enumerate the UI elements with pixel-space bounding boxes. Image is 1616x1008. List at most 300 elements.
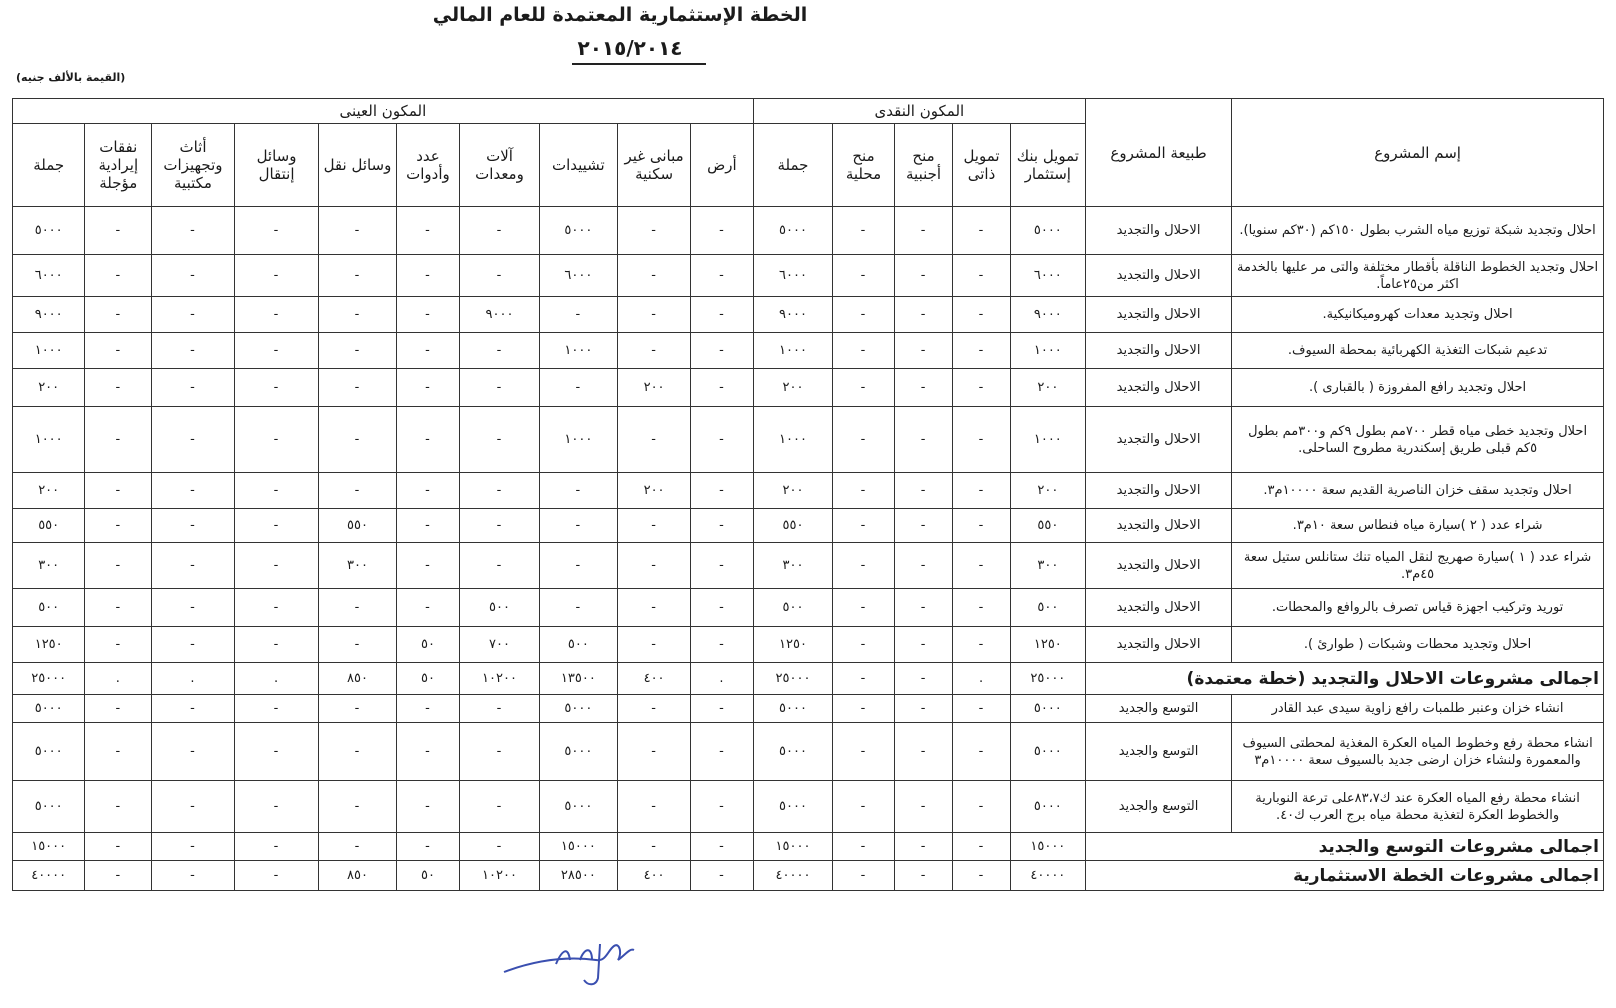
cash-value-cell: ١٠٠٠ [753,333,832,369]
cash-value-cell: ٥٠٠٠ [1010,695,1085,723]
fiscal-year: ٢٠١٥/٢٠١٤ [577,36,683,60]
table-row [13,509,1604,543]
inkind-value-cell: - [618,297,691,333]
inkind-value-cell: - [460,509,539,543]
inkind-value-cell: - [152,255,235,297]
inkind-value-cell: - [460,369,539,407]
cash-value-cell: ٦٠٠٠ [1010,255,1085,297]
header-cash-col: منح محلية [833,124,895,207]
total-inkind-cell: . [152,663,235,695]
inkind-value-cell: - [152,723,235,781]
header-inkind-col: مبانى غير سكنية [618,124,691,207]
inkind-value-cell: ٥٠٠٠ [539,781,617,833]
cash-value-cell: - [833,723,895,781]
inkind-value-cell: - [319,473,396,509]
inkind-value-cell: - [396,207,460,255]
cash-value-cell: - [833,473,895,509]
inkind-value-cell: ٥٠٠٠ [13,781,85,833]
cash-value-cell: ٥٠٠٠ [1010,781,1085,833]
inkind-value-cell: - [234,473,319,509]
unit-note: (القيمة بالألف جنيه) [16,71,126,84]
cash-value-cell: - [833,509,895,543]
total-cash-cell: - [894,663,952,695]
project-name-cell: انشاء خزان وعنبر طلمبات رافع زاوية سيدى عبد القادر [1232,695,1604,723]
inkind-value-cell: - [85,627,152,663]
inkind-value-cell: - [618,695,691,723]
inkind-value-cell: - [618,407,691,473]
project-nature-cell: الاحلال والتجديد [1085,333,1231,369]
inkind-value-cell: - [234,333,319,369]
total-inkind-cell: . [234,663,319,695]
total-inkind-cell: - [85,861,152,891]
cash-value-cell: - [953,543,1010,589]
total-inkind-cell: ١٠٢٠٠ [460,663,539,695]
header-inkind-col: آلات ومعدات [460,124,539,207]
inkind-value-cell: - [691,369,754,407]
total-inkind-cell: - [396,833,460,861]
project-name-cell: احلال وتجديد سقف خزان الناصرية القديم سعة ١٠٠٠٠م٣. [1232,473,1604,509]
project-name-cell: توريد وتركيب اجهزة قياس تصرف بالروافع والمحطات. [1232,589,1604,627]
cash-value-cell: ١٠٠٠ [1010,333,1085,369]
cash-value-cell: - [833,589,895,627]
header-inkind-col: عدد وأدوات [396,124,460,207]
inkind-value-cell: - [460,333,539,369]
inkind-value-cell: - [319,627,396,663]
total-inkind-cell: ٨٥٠ [319,663,396,695]
inkind-value-cell: - [539,369,617,407]
inkind-value-cell: ٢٠٠ [618,473,691,509]
inkind-value-cell: - [691,627,754,663]
inkind-value-cell: - [319,297,396,333]
project-nature-cell: الاحلال والتجديد [1085,589,1231,627]
inkind-value-cell: - [319,255,396,297]
header-inkind-col: وسائل نقل [319,124,396,207]
cash-value-cell: ٣٠٠ [753,543,832,589]
header-cash-col: تمويل بنك إستثمار [1010,124,1085,207]
inkind-value-cell: - [152,297,235,333]
inkind-value-cell: - [396,369,460,407]
cash-value-cell: - [953,627,1010,663]
total-inkind-cell: ٨٥٠ [319,861,396,891]
table-body [13,207,1604,891]
inkind-value-cell: - [396,781,460,833]
project-nature-cell: التوسع والجديد [1085,723,1231,781]
cash-value-cell: - [953,509,1010,543]
table-row [13,333,1604,369]
inkind-value-cell: - [234,369,319,407]
table-row [13,627,1604,663]
inkind-value-cell: ٥٠٠ [13,589,85,627]
inkind-value-cell: - [691,207,754,255]
inkind-value-cell: - [234,297,319,333]
cash-value-cell: ١٠٠٠ [753,407,832,473]
inkind-value-cell: - [618,543,691,589]
inkind-value-cell: - [618,333,691,369]
inkind-value-cell: ٥٥٠ [319,509,396,543]
inkind-value-cell: - [396,407,460,473]
inkind-value-cell: - [234,543,319,589]
header-project-name: إسم المشروع [1232,99,1604,207]
inkind-value-cell: - [460,543,539,589]
inkind-value-cell: - [691,695,754,723]
total-cash-cell: ٢٥٠٠٠ [753,663,832,695]
inkind-value-cell: - [319,723,396,781]
inkind-value-cell: - [618,509,691,543]
cash-value-cell: - [833,781,895,833]
inkind-value-cell: ٩٠٠٠ [460,297,539,333]
cash-value-cell: - [953,723,1010,781]
inkind-value-cell: ١٠٠٠ [539,407,617,473]
cash-value-cell: ٥٠٠٠ [753,207,832,255]
cash-value-cell: - [894,333,952,369]
total-cash-cell: ١٥٠٠٠ [753,833,832,861]
cash-value-cell: ٥٠٠ [753,589,832,627]
cash-value-cell: - [953,369,1010,407]
inkind-value-cell: - [234,255,319,297]
header-project-nature: طبيعة المشروع [1085,99,1231,207]
inkind-value-cell: - [85,333,152,369]
header-inkind-col: وسائل إنتقال [234,124,319,207]
inkind-value-cell: - [460,255,539,297]
header-cash-col: جملة [753,124,832,207]
inkind-value-cell: - [691,473,754,509]
inkind-value-cell: - [85,369,152,407]
inkind-value-cell: - [85,589,152,627]
inkind-value-cell: - [618,723,691,781]
header-cash-col: تمويل ذاتى [953,124,1010,207]
inkind-value-cell: ٣٠٠ [13,543,85,589]
total-cash-cell: - [894,833,952,861]
inkind-value-cell: - [152,695,235,723]
inkind-value-cell: - [460,695,539,723]
expansion-total-row [13,833,1604,861]
inkind-value-cell: - [152,627,235,663]
cash-value-cell: ١٢٥٠ [1010,627,1085,663]
inkind-value-cell: - [319,369,396,407]
total-inkind-cell: ١٠٢٠٠ [460,861,539,891]
inkind-value-cell: - [85,723,152,781]
inkind-value-cell: ٩٠٠٠ [13,297,85,333]
total-inkind-cell: - [460,833,539,861]
inkind-value-cell: ٢٠٠ [618,369,691,407]
signature [496,920,646,1000]
total-cash-cell: - [833,833,895,861]
project-nature-cell: الاحلال والتجديد [1085,207,1231,255]
cash-value-cell: - [894,543,952,589]
inkind-value-cell: - [396,255,460,297]
cash-value-cell: - [833,297,895,333]
inkind-value-cell: - [85,473,152,509]
inkind-value-cell: - [691,333,754,369]
total-cash-cell: . [953,663,1010,695]
total-inkind-cell: . [691,663,754,695]
inkind-value-cell: - [460,407,539,473]
table-row [13,781,1604,833]
cash-value-cell: - [894,473,952,509]
cash-value-cell: - [833,627,895,663]
cash-value-cell: - [894,407,952,473]
cash-value-cell: ١٢٥٠ [753,627,832,663]
inkind-value-cell: ٥٠ [396,627,460,663]
inkind-value-cell: - [691,255,754,297]
total-cash-cell: ٤٠٠٠٠ [1010,861,1085,891]
total-inkind-cell: ٢٥٠٠٠ [13,663,85,695]
project-nature-cell: الاحلال والتجديد [1085,407,1231,473]
cash-value-cell: ١٠٠٠ [1010,407,1085,473]
total-inkind-cell: ١٥٠٠٠ [539,833,617,861]
inkind-value-cell: - [234,781,319,833]
cash-value-cell: - [953,781,1010,833]
inkind-value-cell: ٦٠٠٠ [539,255,617,297]
total-label: اجمالى مشروعات التوسع والجديد [1085,833,1603,861]
cash-value-cell: - [833,255,895,297]
project-nature-cell: الاحلال والتجديد [1085,473,1231,509]
inkind-value-cell: ٥٥٠ [13,509,85,543]
inkind-value-cell: - [618,781,691,833]
cash-value-cell: - [953,407,1010,473]
inkind-value-cell: - [539,543,617,589]
total-label: اجمالى مشروعات الخطة الاستثمارية [1085,861,1603,891]
project-nature-cell: الاحلال والتجديد [1085,297,1231,333]
inkind-value-cell: ٥٠٠٠ [13,695,85,723]
inkind-value-cell: - [691,543,754,589]
inkind-value-cell: - [539,589,617,627]
inkind-value-cell: ١٠٠٠ [13,333,85,369]
project-nature-cell: الاحلال والتجديد [1085,509,1231,543]
inkind-value-cell: - [539,473,617,509]
inkind-value-cell: - [152,407,235,473]
inkind-value-cell: - [319,207,396,255]
total-inkind-cell: - [691,861,754,891]
total-inkind-cell: ١٥٠٠٠ [13,833,85,861]
inkind-value-cell: - [234,589,319,627]
total-inkind-cell: - [618,833,691,861]
inkind-value-cell: - [85,255,152,297]
project-name-cell: انشاء محطة رفع المياه العكرة عند ك٨٣،٧على ترعة النوبارية والخطوط العكرة لتغذية محطة مياه برج العرب ك٤٠. [1232,781,1604,833]
inkind-value-cell: - [460,781,539,833]
project-name-cell: احلال وتجديد شبكة توزيع مياه الشرب بطول ١٥٠كم (٣٠كم سنويا). [1232,207,1604,255]
inkind-value-cell: - [396,695,460,723]
cash-value-cell: ٩٠٠٠ [1010,297,1085,333]
table-row [13,543,1604,589]
project-nature-cell: الاحلال والتجديد [1085,369,1231,407]
cash-value-cell: - [894,695,952,723]
total-cash-cell: ١٥٠٠٠ [1010,833,1085,861]
inkind-value-cell: - [85,509,152,543]
inkind-value-cell: ١٠٠٠ [539,333,617,369]
project-name-cell: احلال وتجديد الخطوط الناقلة بأقطار مختلفة والتى مر عليها بالخدمة اكثر من٢٥عاماً. [1232,255,1604,297]
year-underline [572,63,706,65]
table-row [13,589,1604,627]
project-name-cell: شراء عدد ( ١ )سيارة صهريج لنقل المياه تنك ستانلس ستيل سعة ٤٥م٣. [1232,543,1604,589]
total-inkind-cell: ١٣٥٠٠ [539,663,617,695]
inkind-value-cell: ٥٠٠٠ [539,723,617,781]
total-cash-cell: - [833,663,895,695]
inkind-value-cell: - [396,589,460,627]
inkind-value-cell: - [618,589,691,627]
cash-value-cell: ٥٠٠٠ [1010,723,1085,781]
total-inkind-cell: - [85,833,152,861]
inkind-value-cell: - [691,297,754,333]
project-nature-cell: التوسع والجديد [1085,695,1231,723]
inkind-value-cell: - [618,627,691,663]
total-inkind-cell: . [85,663,152,695]
inkind-value-cell: - [152,589,235,627]
cash-value-cell: - [894,589,952,627]
header-inkind-col: تشييدات [539,124,617,207]
total-cash-cell: ٤٠٠٠٠ [753,861,832,891]
total-inkind-cell: ٢٨٥٠٠ [539,861,617,891]
inkind-value-cell: - [85,695,152,723]
project-name-cell: تدعيم شبكات التغذية الكهربائية بمحطة السيوف. [1232,333,1604,369]
inkind-value-cell: ٢٠٠ [13,369,85,407]
inkind-value-cell: ٥٠٠٠ [13,723,85,781]
inkind-value-cell: - [396,473,460,509]
inkind-value-cell: - [85,407,152,473]
inkind-value-cell: ٧٠٠ [460,627,539,663]
cash-value-cell: - [833,543,895,589]
total-cash-cell: ٢٥٠٠٠ [1010,663,1085,695]
table-row [13,473,1604,509]
inkind-value-cell: - [152,207,235,255]
cash-value-cell: ٥٠٠٠ [753,723,832,781]
cash-value-cell: - [953,207,1010,255]
header-cash-col: منح أجنبية [894,124,952,207]
cash-value-cell: ٣٠٠ [1010,543,1085,589]
cash-value-cell: ٢٠٠ [753,369,832,407]
inkind-value-cell: - [618,255,691,297]
cash-value-cell: ٩٠٠٠ [753,297,832,333]
inkind-value-cell: ٥٠٠٠ [539,695,617,723]
cash-value-cell: - [894,627,952,663]
cash-value-cell: ٢٠٠ [753,473,832,509]
table-header [13,99,1604,207]
inkind-value-cell: - [152,509,235,543]
inkind-value-cell: - [460,207,539,255]
investment-plan-table [12,98,1604,891]
inkind-value-cell: - [396,543,460,589]
table-row [13,723,1604,781]
cash-value-cell: - [833,369,895,407]
inkind-value-cell: - [539,297,617,333]
table-row [13,407,1604,473]
total-inkind-cell: - [152,833,235,861]
inkind-value-cell: - [85,543,152,589]
header-inkind-col: أرض [691,124,754,207]
total-inkind-cell: - [152,861,235,891]
cash-value-cell: ٥٥٠ [1010,509,1085,543]
cash-value-cell: - [833,407,895,473]
inkind-value-cell: - [691,589,754,627]
total-cash-cell: - [953,861,1010,891]
inkind-value-cell: - [691,723,754,781]
inkind-value-cell: - [618,207,691,255]
header-cash-component: المكون النقدى [753,99,1085,124]
document-title: الخطة الإستثمارية المعتمدة للعام المالي [432,4,808,26]
table-row [13,695,1604,723]
renewal-total-row [13,663,1604,695]
project-name-cell: انشاء محطة رفع وخطوط المياه العكرة المغذية لمحطتى السيوف والمعمورة ولنشاء خزان ارضى جديد بالسيوف سعة ١٠٠٠٠م٣ [1232,723,1604,781]
inkind-value-cell: ٥٠٠٠ [13,207,85,255]
cash-value-cell: - [953,297,1010,333]
inkind-value-cell: - [396,297,460,333]
inkind-value-cell: - [319,781,396,833]
cash-value-cell: ٦٠٠٠ [753,255,832,297]
project-nature-cell: الاحلال والتجديد [1085,255,1231,297]
cash-value-cell: - [833,333,895,369]
cash-value-cell: ٥٠٠٠ [1010,207,1085,255]
project-name-cell: احلال وتجديد رافع المفروزة ( بالقبارى ). [1232,369,1604,407]
inkind-value-cell: ٣٠٠ [319,543,396,589]
inkind-value-cell: ٥٠٠ [539,627,617,663]
cash-value-cell: ٢٠٠ [1010,369,1085,407]
total-inkind-cell: ٤٠٠ [618,861,691,891]
total-cash-cell: - [894,861,952,891]
cash-value-cell: - [953,255,1010,297]
inkind-value-cell: - [234,207,319,255]
cash-value-cell: ٥٠٠ [1010,589,1085,627]
inkind-value-cell: - [152,543,235,589]
cash-value-cell: - [953,333,1010,369]
cash-value-cell: ٥٠٠٠ [753,695,832,723]
header-inkind-component: المكون العينى [13,99,754,124]
cash-value-cell: - [833,695,895,723]
grand-total-row [13,861,1604,891]
table-row [13,297,1604,333]
table-row [13,369,1604,407]
inkind-value-cell: - [234,627,319,663]
cash-value-cell: - [953,589,1010,627]
total-inkind-cell: - [234,833,319,861]
total-inkind-cell: - [234,861,319,891]
project-name-cell: احلال وتجديد محطات وشبكات ( طوارئ ). [1232,627,1604,663]
inkind-value-cell: - [85,781,152,833]
cash-value-cell: ٥٥٠ [753,509,832,543]
total-inkind-cell: ٤٠٠٠٠ [13,861,85,891]
inkind-value-cell: - [460,473,539,509]
inkind-value-cell: - [460,723,539,781]
inkind-value-cell: ٥٠٠ [460,589,539,627]
cash-value-cell: - [894,781,952,833]
inkind-value-cell: - [234,723,319,781]
project-nature-cell: التوسع والجديد [1085,781,1231,833]
inkind-value-cell: - [396,509,460,543]
header-inkind-col: نفقات إيرادية مؤجلة [85,124,152,207]
cash-value-cell: - [894,723,952,781]
inkind-value-cell: ١٠٠٠ [13,407,85,473]
inkind-value-cell: ٢٠٠ [13,473,85,509]
inkind-value-cell: ٥٠٠٠ [539,207,617,255]
inkind-value-cell: - [319,589,396,627]
total-inkind-cell: ٥٠ [396,663,460,695]
table-row [13,255,1604,297]
inkind-value-cell: - [152,333,235,369]
cash-value-cell: - [894,509,952,543]
total-cash-cell: - [953,833,1010,861]
cash-value-cell: - [894,369,952,407]
project-nature-cell: الاحلال والتجديد [1085,627,1231,663]
total-inkind-cell: - [319,833,396,861]
table-row [13,207,1604,255]
cash-value-cell: - [894,255,952,297]
inkind-value-cell: - [319,695,396,723]
inkind-value-cell: - [85,297,152,333]
inkind-value-cell: - [539,509,617,543]
inkind-value-cell: - [234,407,319,473]
inkind-value-cell: ١٢٥٠ [13,627,85,663]
inkind-value-cell: - [396,333,460,369]
total-label: اجمالى مشروعات الاحلال والتجديد (خطة معتمدة) [1085,663,1603,695]
